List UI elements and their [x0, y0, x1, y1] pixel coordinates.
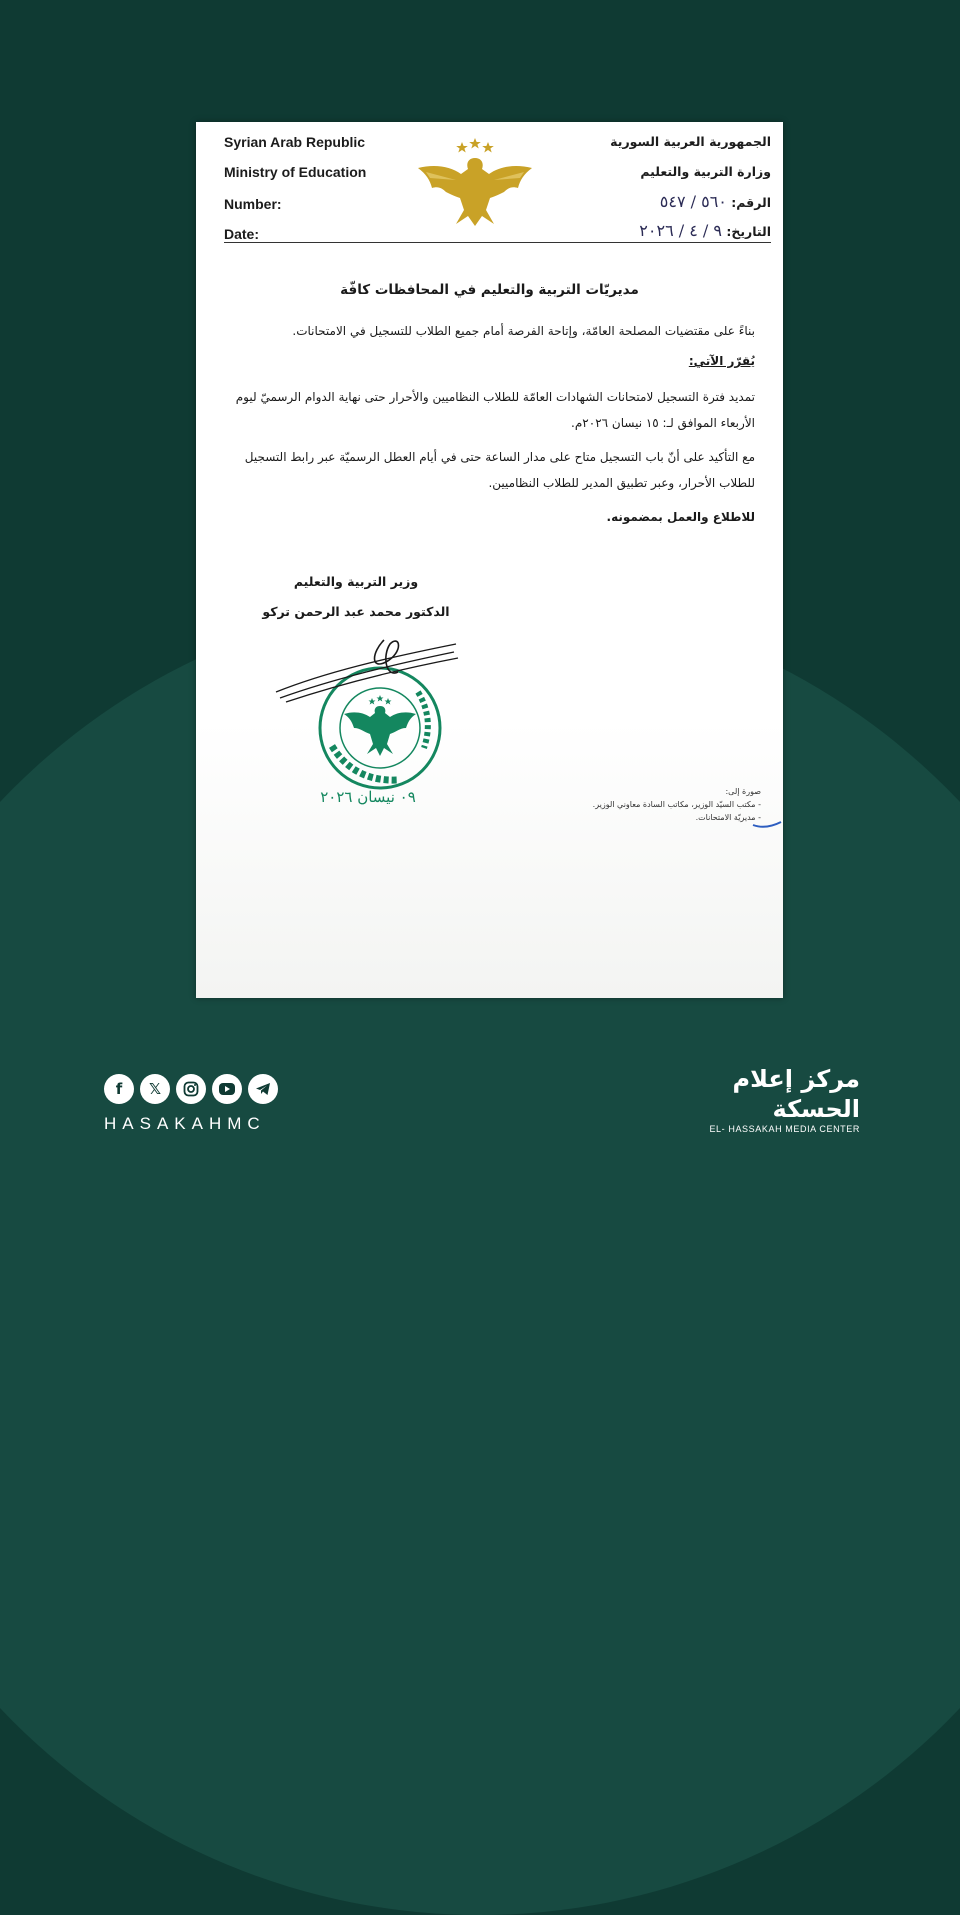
header-date-label-en: Date:	[224, 226, 260, 242]
youtube-icon[interactable]	[212, 1074, 242, 1104]
header-ministry-ar: وزارة التربية والتعليم	[640, 164, 771, 179]
number-value-ar: ٥٦٠ / ٥٤٧	[659, 192, 727, 211]
header-divider	[224, 242, 771, 243]
decision-paragraph-1: تمديد فترة التسجيل لامتحانات الشهادات العامّة للطلاب النظاميين والأحرار حتى نهاية الدوام الرسميّ ليوم الأربعاء الموافق لـ: ١٥ نيسان ٢٠٢٦م.	[235, 390, 755, 430]
brand-name-ar-line2: الحسكة	[772, 1095, 860, 1123]
decree-heading: يُقرّر الآتي:	[688, 354, 755, 368]
facebook-icon[interactable]: f	[104, 1074, 134, 1104]
cc-heading: صورة إلى:	[725, 787, 761, 796]
seal-date: ٠٩ نيسان ٢٠٢٦	[320, 788, 416, 806]
social-handle: HASAKAHMC	[104, 1114, 266, 1133]
cc-item: - مديريّة الامتحانات.	[695, 813, 761, 822]
date-value-ar: ٩ / ٤ / ٢٠٢٦	[639, 221, 722, 240]
blue-pen-mark	[751, 819, 783, 831]
header-country-en: Syrian Arab Republic	[224, 134, 366, 150]
brand-name-ar-line1: مركز إعلام	[732, 1065, 860, 1093]
header-ministry-en: Ministry of Education	[224, 164, 367, 180]
official-document	[196, 122, 783, 998]
closing-line: للاطلاع والعمل بمضمونه.	[606, 510, 755, 524]
syrian-eagle-emblem	[416, 136, 534, 228]
document-recipient: مديريّات التربية والتعليم في المحافظات كافّة	[340, 282, 639, 298]
social-icons	[104, 1074, 278, 1104]
brand-name-en: EL- HASSAKAH MEDIA CENTER	[709, 1124, 860, 1134]
paper-shadow	[196, 722, 783, 998]
brand-logo	[690, 1064, 860, 1124]
decision-paragraph-2: مع التأكيد على أنّ باب التسجيل متاح على مدار الساعة حتى في أيام العطل الرسميّة عبر رابط التسجيل للطلاب الأحرار، وعبر تطبيق المدير للطلاب النظاميين.	[244, 450, 755, 490]
cc-item: - مكتب السيّد الوزير، مكاتب السادة معاوني الوزير.	[592, 800, 761, 809]
header-number-label-en: Number:	[224, 196, 282, 212]
signature-name: الدكتور محمد عبد الرحمن تركو	[262, 604, 450, 619]
x-icon[interactable]: 𝕏	[140, 1074, 170, 1104]
number-label-ar: الرقم:	[731, 195, 771, 210]
header-date-ar	[639, 221, 771, 240]
header-country-ar: الجمهورية العربية السورية	[610, 134, 771, 149]
header-number-ar	[660, 192, 771, 211]
instagram-icon[interactable]	[176, 1074, 206, 1104]
date-label-ar: التاريخ:	[726, 224, 771, 239]
intro-paragraph: بناءً على مقتضيات المصلحة العامّة، وإتاحة الفرصة أمام جميع الطلاب للتسجيل في الامتحانات.	[292, 324, 755, 338]
telegram-icon[interactable]	[248, 1074, 278, 1104]
handwritten-signature	[266, 622, 466, 712]
signature-title: وزير التربية والتعليم	[293, 574, 419, 589]
